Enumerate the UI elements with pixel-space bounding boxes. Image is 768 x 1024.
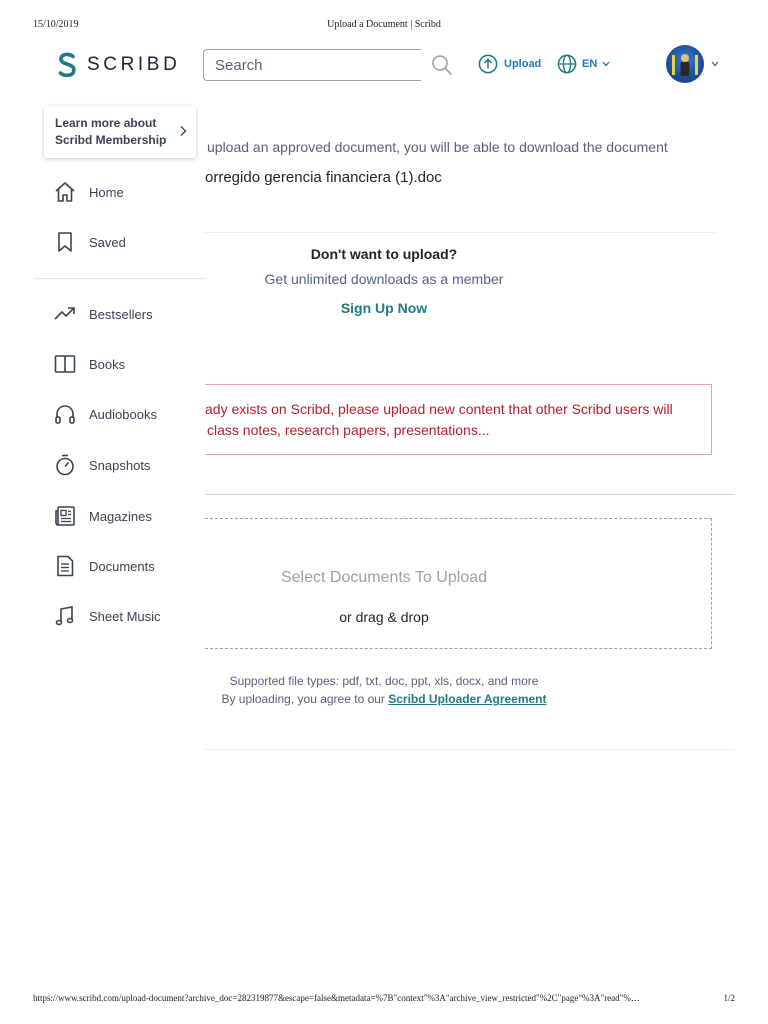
document-icon (53, 554, 77, 578)
error-message-box (205, 384, 712, 455)
membership-card[interactable] (44, 106, 196, 158)
upload-icon (478, 54, 498, 74)
chevron-right-icon (179, 125, 187, 137)
scribd-logo[interactable] (56, 52, 180, 78)
music-note-icon (53, 604, 77, 628)
home-icon (53, 180, 77, 204)
sidebar-item-magazines[interactable] (53, 504, 152, 528)
error-line-2: class notes, research papers, presentations... (207, 422, 490, 438)
chevron-down-icon[interactable] (710, 60, 720, 68)
cta-subtitle: Get unlimited downloads as a member (264, 271, 504, 287)
book-icon (53, 352, 77, 376)
globe-icon (557, 54, 577, 74)
avatar-photo-icon (666, 45, 704, 83)
print-date: 15/10/2019 (33, 19, 79, 30)
magazine-icon (53, 504, 77, 528)
cta-title: Don't want to upload? (310, 246, 458, 262)
approved-document-text: upload an approved document, you will be able to download the document (207, 139, 668, 155)
uploader-agreement-link[interactable]: Scribd Uploader Agreement (388, 692, 547, 706)
sidebar-item-saved[interactable] (53, 230, 126, 254)
select-documents-button[interactable]: Select Documents To Upload (280, 569, 488, 586)
headphones-icon (53, 402, 77, 426)
language-selector[interactable] (557, 54, 610, 74)
print-title: Upload a Document | Scribd (327, 19, 441, 30)
supported-file-types: Supported file types: pdf, txt, doc, ppt, xls, docx, and more (229, 674, 539, 688)
stopwatch-icon (53, 453, 77, 477)
sidebar-item-snapshots[interactable] (53, 453, 150, 477)
sidebar-item-books[interactable] (53, 352, 125, 376)
document-filename: orregido gerencia financiera (1).doc (205, 169, 442, 186)
trending-icon (53, 302, 77, 326)
uploader-agreement-text (205, 692, 563, 706)
search-icon[interactable] (431, 54, 453, 76)
sidebar-item-label: Bestsellers (89, 306, 153, 322)
sidebar-item-label: Snapshots (89, 457, 151, 473)
sidebar-item-label: Sheet Music (89, 608, 161, 624)
sign-up-now-link[interactable]: Sign Up Now (340, 300, 428, 316)
print-url: https://www.scribd.com/upload-document?archive_doc=282319877&escape=false&metadata=%7B"context"%3A"archive_view_restricted"%2C"page"%3A"read"%… (33, 993, 640, 1003)
sidebar-item-label: Books (89, 356, 126, 372)
divider (205, 232, 715, 233)
error-line-1: ady exists on Scribd, please upload new content that other Scribd users will (205, 401, 673, 417)
print-page-number: 1/2 (723, 993, 735, 1003)
bookmark-icon (53, 230, 77, 254)
logo-text: SCRIBD (87, 54, 181, 75)
drag-drop-text: or drag & drop (339, 609, 429, 625)
sidebar-item-label: Magazines (89, 508, 152, 524)
divider (205, 494, 734, 495)
upload-button[interactable] (478, 54, 541, 74)
divider (205, 749, 734, 750)
sidebar-item-label: Saved (89, 234, 126, 250)
avatar[interactable] (666, 45, 704, 83)
scribd-logo-icon (56, 52, 78, 78)
chevron-down-icon (602, 61, 610, 67)
upload-dropzone[interactable] (205, 518, 712, 649)
search-input[interactable] (203, 49, 421, 81)
sidebar-item-label: Audiobooks (89, 406, 157, 422)
sidebar-item-audiobooks[interactable] (53, 402, 157, 426)
language-label: EN (582, 58, 598, 70)
sidebar-item-sheet-music[interactable] (53, 604, 161, 628)
sidebar-item-bestsellers[interactable] (53, 302, 153, 326)
upload-label: Upload (504, 58, 542, 70)
sidebar-item-home[interactable] (53, 180, 124, 204)
sidebar-item-label: Home (89, 184, 124, 200)
sidebar-divider (34, 278, 205, 279)
agreement-prefix: By uploading, you agree to our (221, 692, 389, 706)
sidebar-item-label: Documents (89, 558, 155, 574)
sidebar-item-documents[interactable] (53, 554, 155, 578)
membership-card-text: Learn more about Scribd Membership (55, 116, 167, 147)
